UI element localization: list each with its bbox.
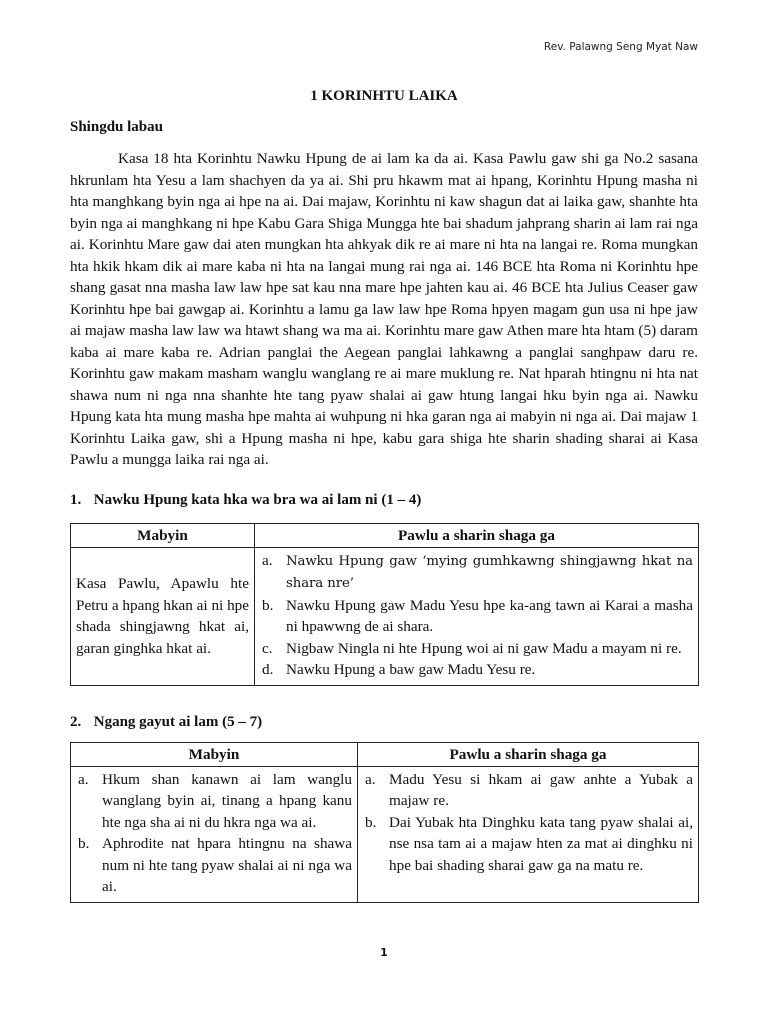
list-item <box>363 812 693 877</box>
table-header-row <box>71 743 699 767</box>
list-item <box>76 833 352 898</box>
section-2-table <box>70 742 699 903</box>
list-marker: c. <box>262 639 273 657</box>
list-marker: d. <box>262 661 274 678</box>
sharin-cell <box>255 547 699 685</box>
sharin-column-header: Pawlu a sharin shaga ga <box>358 743 699 767</box>
mabyin-column-header: Mabyin <box>71 743 358 767</box>
page-number: 1 <box>380 946 388 959</box>
list-marker: a. <box>262 551 273 569</box>
table-row <box>71 766 699 902</box>
list-marker: b. <box>78 835 90 852</box>
section-1-number: 1. <box>70 492 82 508</box>
list-item-text: Nawku Hpung gaw ‘mying gumhkawng shingjawng hkat na shara nre’ <box>286 553 693 591</box>
section-1-heading <box>70 492 421 509</box>
list-item <box>76 769 352 834</box>
section-1-table <box>70 523 699 686</box>
mabyin-cell <box>71 766 358 902</box>
list-item <box>260 550 693 595</box>
list-item-text: Hkum shan kanawn ai lam wanglu wanglang byin ai, tinang a hpang kanu hte nga sha ai ni du hkra nga wa ai. <box>102 770 352 831</box>
list-item <box>260 595 693 638</box>
section-2-heading <box>70 714 262 731</box>
sharin-list <box>255 548 698 685</box>
intro-paragraph: Kasa 18 hta Korinhtu Nawku Hpung de ai lam ka da ai. Kasa Pawlu gaw shi ga No.2 sasana hkrunlam hta Yesu a lam shachyen da ya ai. Shi pru hkawm mat ai hpang, Korinhtu Hpung masha ni hta manghkang byin nga ai hpe na ai. Dai majaw, Korinhtu ni kaw shagun dat ai laika gaw, shanhte hta byin nga ai manghkang ni hpe Kabu Gara Shiga Mungga hte bai shadum jahprang sharin ai lam rai nga ai. Korinhtu Mare gaw dai aten mungkan hta ahkyak dik re ai mare ni hta na langai re. Roma mungkan hta hkik hkam dik ai mare kaba ni hta na langai mung rai nga ai. 146 BCE hta Roma ni Korinhtu hpe shang gasat nna masha law law hpe sat kau nna mare hpe jahten kau ai. 46 BCE hta Julius Ceaser gaw Korinhtu hpe bai gawgap ai. Korinhtu a lamu ga law law hpe Roma hpyen magam gun usa ni hpe jaw ai majaw masha law law wa htawt shang wa ma ai. Korinhtu mare gaw Athen mare hta htam (5) daram kaba ai mare kaba re. Adrian panglai the Aegean panglai lahkawng a panglai sanghpaw daru re. Korinhtu gaw makam masham wanglu wanglang re ai mare muklung re. Nat hparah htingnu ni hta nat shawa num ni nga nna shanhte hte tang pyaw shalai ai gaw htung langai hku byin nga ai. Nawku Hpung kata hta mung masha hpe mahta ai wuhpung ni hka garan nga ai mabyin ni nga ai. Dai majaw 1 Korinhtu Laika gaw, shi a Hpung masha ni hpe, kabu gara shiga hte sharin shading sharai ai Kasa Pawlu a mungga laika rai nga ai. <box>70 150 698 468</box>
list-item-text: Nawku Hpung gaw Madu Yesu hpe ka-ang tawn ai Karai a masha ni hpawwng de ai shara. <box>286 596 693 635</box>
section-2-number: 2. <box>70 714 82 730</box>
section-2-title: Ngang gayut ai lam (5 – 7) <box>93 714 263 730</box>
section-1-title: Nawku Hpung kata hka wa bra wa ai lam ni (1 – 4) <box>93 492 422 508</box>
list-item-text: Dai Yubak hta Dinghku kata tang pyaw shalai ai, nse nsa tam ai a majaw hten za mat ai dinghku ni hpe bai shading sharai gaw ga na matu re. <box>389 813 693 874</box>
mabyin-cell: Kasa Pawlu, Apawlu hte Petru a hpang hkan ai ni hpe shada shingjawng hkat ai, garan ginghka hkat ai. <box>71 547 255 685</box>
table-header-row <box>71 524 699 548</box>
sharin-list <box>358 767 698 881</box>
list-item-text: Madu Yesu si hkam ai gaw anhte a Yubak a majaw re. <box>389 770 693 809</box>
mabyin-column-header: Mabyin <box>71 524 255 548</box>
list-marker: a. <box>365 770 376 788</box>
list-item <box>260 659 693 681</box>
list-marker: b. <box>365 813 377 831</box>
sharin-cell <box>358 766 699 902</box>
list-item-text: Nawku Hpung a baw gaw Madu Yesu re. <box>286 661 536 678</box>
intro-heading: Shingdu labau <box>70 119 163 135</box>
sharin-column-header: Pawlu a sharin shaga ga <box>255 524 699 548</box>
list-marker: b. <box>262 596 274 614</box>
list-item-text: Aphrodite nat hpara htingnu na shawa num ni hte tang pyaw shalai ai ni nga wa ai. <box>102 835 352 895</box>
list-item <box>363 769 693 812</box>
list-marker: a. <box>78 770 89 788</box>
list-item-text: Nigbaw Ningla ni hte Hpung woi ai ni gaw Madu a mayam ni re. <box>286 639 682 657</box>
mabyin-list <box>71 767 357 902</box>
table-row <box>71 547 699 685</box>
document-title: 1 KORINHTU LAIKA <box>310 88 458 104</box>
page-header-author: Rev. Palawng Seng Myat Naw <box>543 41 698 53</box>
list-item <box>260 638 693 660</box>
